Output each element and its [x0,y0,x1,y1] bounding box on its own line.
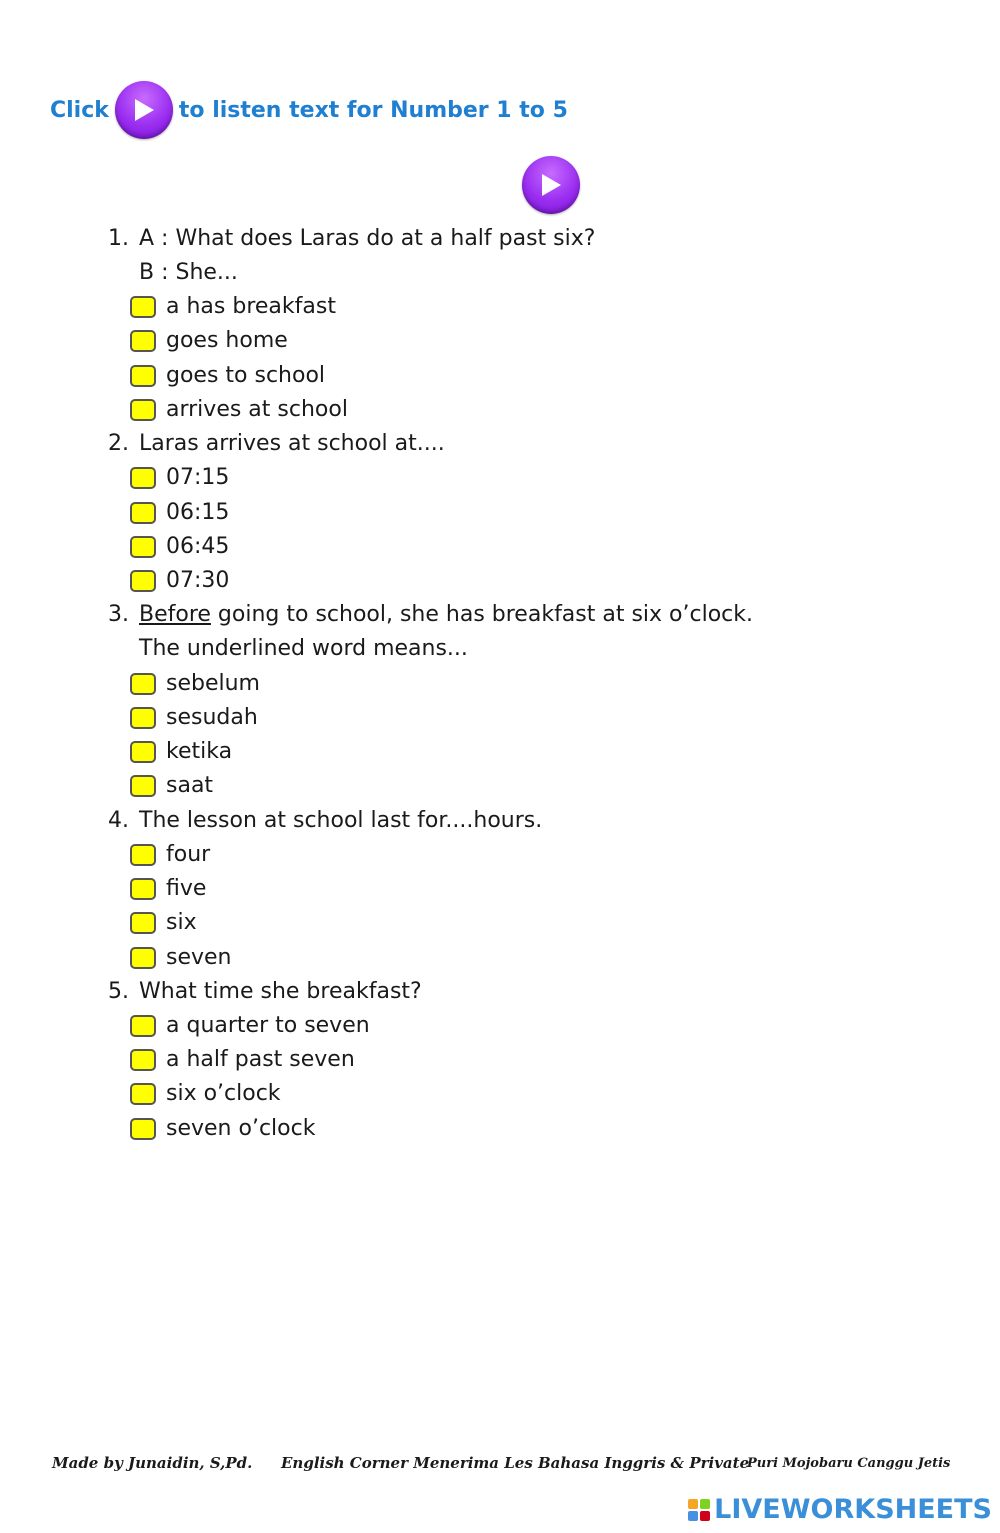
answer-option [108,461,753,495]
click-label: Click [50,97,109,123]
answer-checkbox[interactable] [130,570,156,592]
option-label: six [166,910,197,936]
answer-option [108,290,753,324]
question-subtext: The underlined word means... [139,636,468,662]
answer-checkbox[interactable] [130,1083,156,1105]
question-text: A : What does Laras do at a half past six? [139,226,596,251]
question-text: going to school, she has breakfast at six o’clock. [210,602,754,628]
option-label: ketika [166,739,233,765]
option-label: 06:45 [166,533,230,559]
question-5 [108,975,753,1146]
play-audio-button-header[interactable] [115,81,173,139]
answer-checkbox[interactable] [130,878,156,900]
option-label: four [166,841,211,867]
option-label: a quarter to seven [166,1012,370,1038]
answer-checkbox[interactable] [130,296,156,318]
play-icon [539,172,563,198]
option-label: sebelum [166,670,260,696]
question-subtext: B : She... [139,260,238,285]
answer-checkbox[interactable] [130,912,156,934]
answer-option [108,940,753,974]
brand-name: LIVEWORKSHEETS [714,1494,992,1525]
answer-option [108,838,753,872]
option-label: arrives at school [166,397,348,423]
option-label: five [166,876,207,901]
question-text: Laras arrives at school at.... [139,431,445,457]
option-label: goes home [166,328,288,354]
answer-checkbox[interactable] [130,467,156,489]
question-text: What time she breakfast? [139,978,422,1004]
option-label: seven o’clock [166,1115,316,1141]
underlined-word: Before [139,602,211,628]
footer-ad: English Corner Menerima Les Bahasa Inggris & Private [281,1454,750,1472]
question-number: 3. [108,602,129,628]
question-2 [108,427,753,598]
answer-option [108,872,753,906]
question-3 [108,598,753,803]
answer-checkbox[interactable] [130,1049,156,1071]
option-label: six o’clock [166,1081,281,1107]
answer-checkbox[interactable] [130,502,156,524]
option-label: goes to school [166,362,326,388]
answer-checkbox[interactable] [130,1118,156,1140]
play-icon [132,97,156,123]
answer-option [108,906,753,940]
instruction-text: to listen text for Number 1 to 5 [178,97,568,123]
question-number: 4. [108,807,129,833]
option-label: saat [166,773,214,799]
question-number: 2. [108,431,129,457]
question-number: 5. [108,978,129,1004]
answer-checkbox[interactable] [130,844,156,866]
answer-option [108,769,753,803]
answer-checkbox[interactable] [130,536,156,558]
answer-checkbox[interactable] [130,947,156,969]
answer-option [108,666,753,700]
question-number: 1. [108,226,129,251]
answer-checkbox[interactable] [130,399,156,421]
answer-option [108,324,753,358]
answer-checkbox[interactable] [130,330,156,352]
option-label: 07:30 [166,568,230,594]
answer-option [108,1077,753,1111]
answer-checkbox[interactable] [130,365,156,387]
play-audio-button[interactable] [522,156,580,214]
liveworksheets-logo [688,1494,992,1525]
option-label: 06:15 [166,499,230,525]
question-1 [108,222,753,427]
answer-checkbox[interactable] [130,1015,156,1037]
answer-option [108,530,753,564]
footer-address: Puri Mojobaru Canggu Jetis [747,1456,951,1471]
answer-option [108,1009,753,1043]
option-label: sesudah [166,704,258,730]
question-4 [108,804,753,975]
answer-option [108,701,753,735]
answer-option [108,1112,753,1146]
quiz [108,222,753,1146]
option-label: a has breakfast [166,294,336,320]
answer-checkbox[interactable] [130,775,156,797]
answer-option [108,564,753,598]
answer-option [108,1043,753,1077]
answer-option [108,393,753,427]
question-text: The lesson at school last for....hours. [139,807,543,833]
answer-option [108,495,753,529]
option-label: seven [166,944,232,970]
answer-option [108,735,753,769]
answer-option [108,359,753,393]
answer-checkbox[interactable] [130,741,156,763]
answer-checkbox[interactable] [130,707,156,729]
listen-instruction [50,80,568,140]
answer-checkbox[interactable] [130,673,156,695]
option-label: 07:15 [166,465,230,491]
footer-author: Made by Junaidin, S,Pd. [52,1454,253,1472]
option-label: a half past seven [166,1047,355,1073]
logo-mark-icon [688,1499,710,1521]
